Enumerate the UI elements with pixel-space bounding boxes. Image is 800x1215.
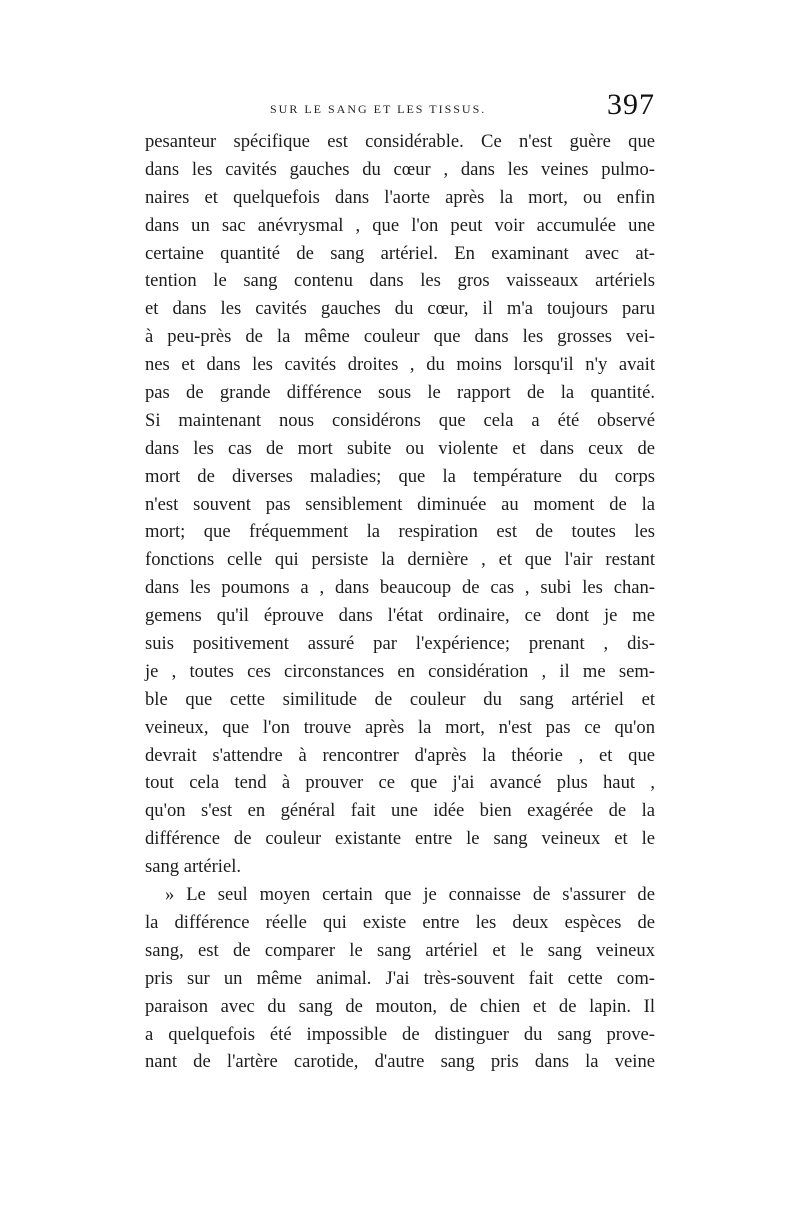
text-line: n'est souvent pas sensiblement diminuée au moment de la	[145, 493, 655, 515]
text-line: devrait s'attendre à rencontrer d'après la théorie , et que	[145, 744, 655, 766]
text-line: pris sur un même animal. J'ai très-souvent fait cette com-	[145, 967, 655, 989]
text-line: qu'on s'est en général fait une idée bien exagérée de la	[145, 800, 655, 822]
text-line: nes et dans les cavités droites , du moins lorsqu'il n'y avait	[145, 354, 655, 376]
body-text	[145, 128, 655, 1076]
text-line: je , toutes ces circonstances en considération , il me sem-	[145, 660, 655, 682]
text-line: dans les cavités gauches du cœur , dans les veines pulmo-	[145, 158, 655, 180]
running-head	[145, 88, 655, 126]
text-line: sang artériel.	[145, 856, 242, 878]
text-line: » Le seul moyen certain que je connaisse de s'assurer de	[165, 884, 655, 906]
text-line: ble que cette similitude de couleur du sang artériel et	[145, 688, 655, 710]
running-title: SUR LE SANG ET LES TISSUS.	[270, 102, 487, 116]
text-line: pas de grande différence sous le rapport de la quantité.	[145, 382, 655, 404]
page-number: 397	[607, 88, 655, 121]
text-line: la différence réelle qui existe entre les deux espèces de	[145, 911, 655, 933]
text-line: différence de couleur existante entre le sang veineux et le	[145, 828, 655, 850]
text-line: et dans les cavités gauches du cœur, il m'a toujours paru	[145, 298, 655, 320]
text-line: à peu-près de la même couleur que dans les grosses vei-	[145, 326, 655, 348]
text-line: paraison avec du sang de mouton, de chien et de lapin. Il	[145, 995, 655, 1017]
text-line: suis positivement assuré par l'expérience; prenant , dis-	[145, 633, 655, 655]
text-line: certaine quantité de sang artériel. En examinant avec at-	[145, 242, 655, 264]
text-line: tention le sang contenu dans les gros vaisseaux artériels	[145, 270, 655, 292]
text-line: mort de diverses maladies; que la température du corps	[145, 465, 655, 487]
text-line: nant de l'artère carotide, d'autre sang pris dans la veine	[145, 1051, 655, 1073]
text-line: veineux, que l'on trouve après la mort, n'est pas ce qu'on	[145, 716, 655, 738]
text-line: Si maintenant nous considérons que cela a été observé	[145, 409, 655, 431]
text-line: dans un sac anévrysmal , que l'on peut voir accumulée une	[145, 214, 655, 236]
text-line: naires et quelquefois dans l'aorte après la mort, ou enfin	[145, 186, 655, 208]
text-line: mort; que fréquemment la respiration est de toutes les	[145, 521, 655, 543]
text-line: gemens qu'il éprouve dans l'état ordinaire, ce dont je me	[145, 605, 655, 627]
text-line: a quelquefois été impossible de distinguer du sang prove-	[145, 1023, 655, 1045]
text-line: dans les cas de mort subite ou violente et dans ceux de	[145, 437, 655, 459]
text-line: tout cela tend à prouver ce que j'ai avancé plus haut ,	[145, 772, 655, 794]
text-line: sang, est de comparer le sang artériel et le sang veineux	[145, 939, 655, 961]
text-line: dans les poumons a , dans beaucoup de cas , subi les chan-	[145, 577, 655, 599]
text-line: pesanteur spécifique est considérable. Ce n'est guère que	[145, 131, 655, 152]
text-line: fonctions celle qui persiste la dernière , et que l'air restant	[145, 549, 655, 571]
